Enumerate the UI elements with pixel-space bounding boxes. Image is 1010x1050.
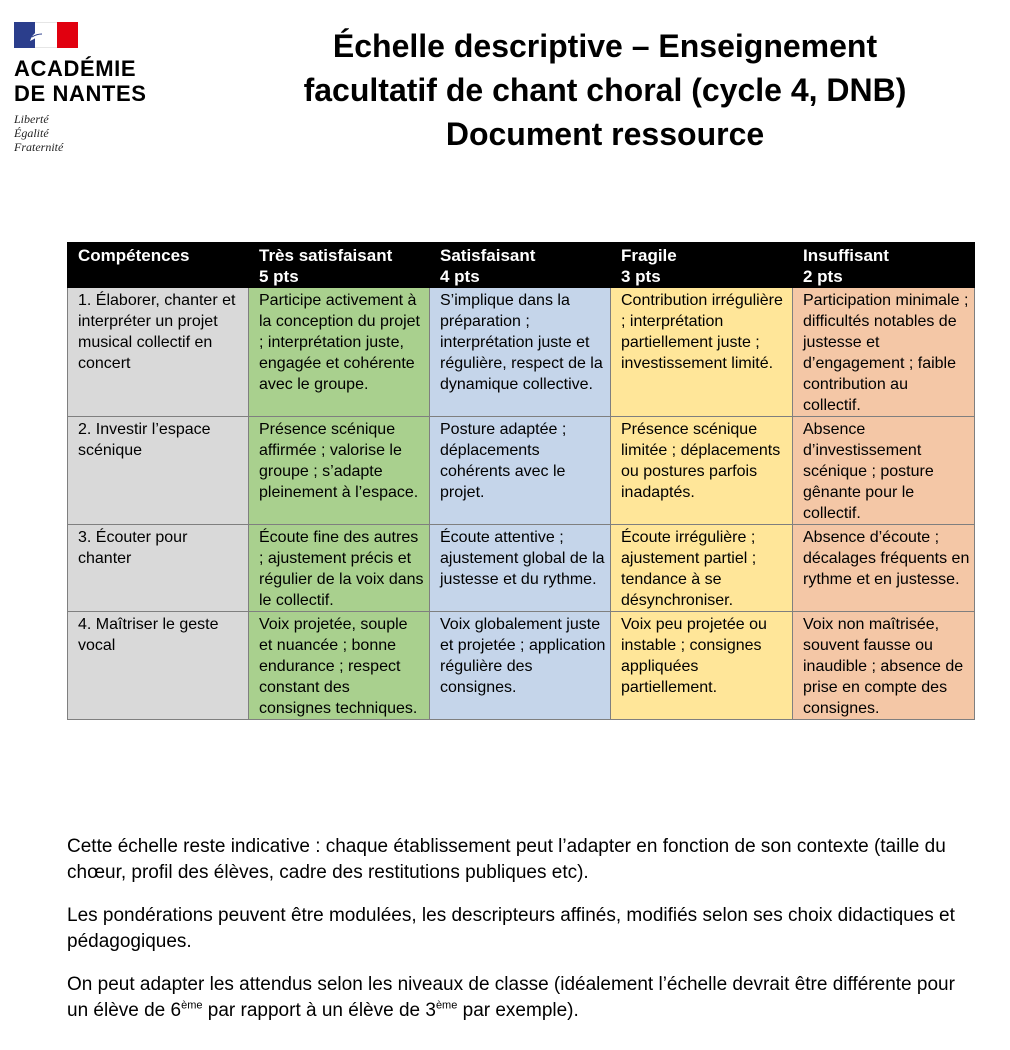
satisfaisant-cell: Posture adaptée ; déplacements cohérents avec le projet. <box>430 417 611 525</box>
fragile-cell: Présence scénique limitée ; déplacements ou postures parfois inadaptés. <box>611 417 793 525</box>
header-insuffisant-label: Insuffisant <box>803 246 889 265</box>
rubric-table <box>67 242 975 720</box>
competence-cell: 1. Élaborer, chanter et interpréter un projet musical collectif en concert <box>68 288 249 417</box>
header-competences <box>68 243 249 288</box>
table-row <box>68 417 975 525</box>
tres-satisfaisant-cell: Participe activement à la conception du projet ; interprétation juste, engagée et cohérente avec le groupe. <box>249 288 430 417</box>
title-line2: facultatif de chant choral (cycle 4, DNB) <box>303 72 907 108</box>
table-row <box>68 612 975 720</box>
superscript-eme: ème <box>181 999 203 1012</box>
academie-name <box>14 56 214 106</box>
note-niveaux-part3: par exemple). <box>457 1000 579 1021</box>
republic-motto <box>14 112 214 154</box>
header-fragile-label: Fragile <box>621 246 677 265</box>
satisfaisant-cell: S’implique dans la préparation ; interprétation juste et régulière, respect de la dynamique collective. <box>430 288 611 417</box>
rubric-header-row <box>68 243 975 288</box>
note-niveaux <box>67 972 967 1024</box>
header-insuffisant-points: 2 pts <box>803 267 843 286</box>
document-title <box>230 24 980 156</box>
fragile-cell: Écoute irrégulière ; ajustement partiel ; tendance à se désynchroniser. <box>611 525 793 612</box>
notes-section <box>67 834 967 1041</box>
header-fragile-points: 3 pts <box>621 267 661 286</box>
competence-cell: 3. Écouter pour chanter <box>68 525 249 612</box>
academie-name-line1: ACADÉMIE <box>14 56 137 81</box>
academie-logo <box>14 22 214 154</box>
competence-cell: 2. Investir l’espace scénique <box>68 417 249 525</box>
note-ponderations: Les pondérations peuvent être modulées, les descripteurs affinés, modifiés selon ses choix didactiques et pédagogiques. <box>67 905 955 952</box>
insuffisant-cell: Absence d’investissement scénique ; posture gênante pour le collectif. <box>793 417 975 525</box>
tres-satisfaisant-cell: Écoute fine des autres ; ajustement précis et régulier de la voix dans le collectif. <box>249 525 430 612</box>
header-tres-satisfaisant <box>249 243 430 288</box>
header-insuffisant <box>793 243 975 288</box>
satisfaisant-cell: Écoute attentive ; ajustement global de la justesse et du rythme. <box>430 525 611 612</box>
note-niveaux-part2: par rapport à un élève de 3 <box>202 1000 436 1021</box>
note-niveaux-part1: On peut adapter les attendus selon les niveaux de classe (idéalement l’échelle devrait être différente pour un élève de 6 <box>67 974 955 1021</box>
marianne-profile-icon <box>26 26 52 44</box>
table-row <box>68 525 975 612</box>
insuffisant-cell: Absence d’écoute ; décalages fréquents en rythme et en justesse. <box>793 525 975 612</box>
motto-liberte: Liberté <box>14 112 49 126</box>
fragile-cell: Contribution irrégulière ; interprétation partiellement juste ; investissement limité. <box>611 288 793 417</box>
insuffisant-cell: Participation minimale ; difficultés notables de justesse et d’engagement ; faible contribution au collectif. <box>793 288 975 417</box>
motto-fraternite: Fraternité <box>14 140 64 154</box>
header-tres-satisfaisant-points: 5 pts <box>259 267 299 286</box>
header-satisfaisant-points: 4 pts <box>440 267 480 286</box>
tres-satisfaisant-cell: Présence scénique affirmée ; valorise le groupe ; s’adapte pleinement à l’espace. <box>249 417 430 525</box>
marianne-flag-icon <box>14 22 78 48</box>
title-line1: Échelle descriptive – Enseignement <box>332 28 878 64</box>
header-satisfaisant <box>430 243 611 288</box>
header-satisfaisant-label: Satisfaisant <box>440 246 536 265</box>
insuffisant-cell: Voix non maîtrisée, souvent fausse ou inaudible ; absence de prise en compte des consignes. <box>793 612 975 720</box>
superscript-eme: ème <box>435 999 458 1012</box>
header-fragile <box>611 243 793 288</box>
note-indicative: Cette échelle reste indicative : chaque établissement peut l’adapter en fonction de son contexte (taille du chœur, profil des élèves, cadre des restitutions publiques etc). <box>67 836 946 883</box>
tres-satisfaisant-cell: Voix projetée, souple et nuancée ; bonne endurance ; respect constant des consignes techniques. <box>249 612 430 720</box>
competence-cell: 4. Maîtriser le geste vocal <box>68 612 249 720</box>
fragile-cell: Voix peu projetée ou instable ; consignes appliquées partiellement. <box>611 612 793 720</box>
header-competences-label: Compétences <box>78 246 190 265</box>
table-row <box>68 288 975 417</box>
academie-name-line2: DE NANTES <box>14 81 147 106</box>
satisfaisant-cell: Voix globalement juste et projetée ; application régulière des consignes. <box>430 612 611 720</box>
header-tres-satisfaisant-label: Très satisfaisant <box>259 246 393 265</box>
motto-egalite: Égalité <box>14 126 49 140</box>
title-line3: Document ressource <box>445 116 765 152</box>
